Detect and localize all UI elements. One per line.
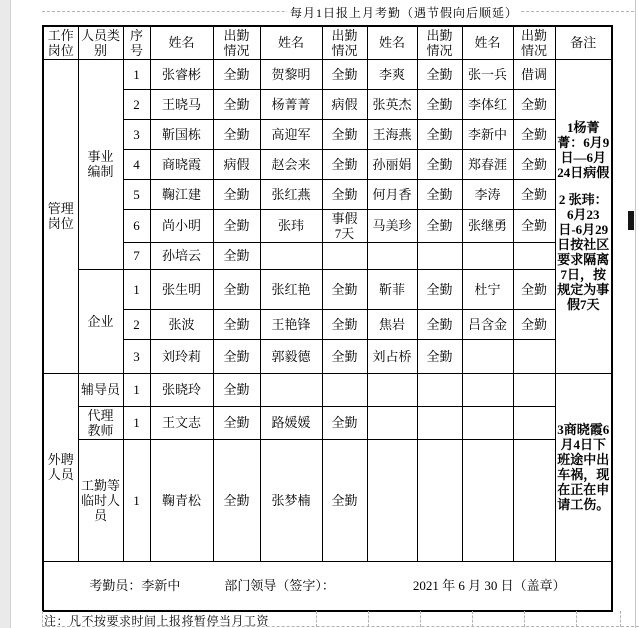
cell-r8-c1[interactable]: 张波 — [150, 309, 213, 339]
cell-r6-c5[interactable] — [367, 242, 417, 269]
cell-r1-c7[interactable]: 李体红 — [462, 89, 513, 119]
cell-r3-c3[interactable]: 赵会来 — [260, 149, 322, 179]
cell-r3-c0[interactable]: 4 — [123, 149, 150, 179]
header-attendance-1[interactable]: 出勤 情况 — [213, 26, 260, 59]
table-row — [43, 59, 612, 89]
cell-r7-c4[interactable]: 张红艳 — [260, 269, 322, 309]
attendance-table — [42, 25, 613, 612]
cell-r3-c5[interactable]: 孙丽娟 — [367, 149, 417, 179]
table-row — [43, 339, 612, 373]
cell-r9-c1[interactable]: 刘玲莉 — [150, 339, 213, 373]
cell-r1-c0[interactable]: 2 — [123, 89, 150, 119]
cell-r10-c5[interactable] — [260, 373, 322, 406]
cell-r6-c3[interactable] — [260, 242, 322, 269]
cell-r12-c8[interactable] — [462, 439, 513, 561]
footer-note[interactable]: 注：凡不按要求时间上报将暂停当月工资 — [44, 614, 270, 628]
remark-paragraph: 1杨菁菁：6月9日—6月24日病假 — [557, 120, 610, 180]
cell-r4-c8[interactable]: 全勤 — [513, 179, 555, 209]
department-leader-label: 部门领导（签字）： — [224, 578, 335, 594]
gridline-v3 — [368, 611, 369, 627]
cell-post-waipin[interactable]: 外聘 人员 — [43, 373, 78, 561]
signature-row — [43, 561, 612, 611]
cell-r12-c3[interactable]: 全勤 — [213, 439, 260, 561]
window-right-edge — [635, 0, 636, 628]
gridline-v1 — [42, 611, 43, 627]
cell-r3-c4[interactable]: 全勤 — [322, 149, 367, 179]
cell-r10-c8[interactable] — [417, 373, 462, 406]
table-row — [43, 439, 612, 561]
cell-r8-c6[interactable]: 全勤 — [417, 309, 462, 339]
cell-category-fudaoyuan[interactable]: 辅导员 — [78, 373, 123, 406]
cell-r5-c4[interactable]: 事假 7天 — [322, 209, 367, 242]
cell-r12-c9[interactable] — [513, 439, 555, 561]
header-name-3[interactable]: 姓名 — [367, 26, 417, 59]
cell-r0-c8[interactable]: 全勤 — [417, 59, 462, 89]
cell-r10-c2[interactable]: 1 — [123, 373, 150, 406]
cell-r3-c1[interactable]: 商晓霞 — [150, 149, 213, 179]
table-row — [43, 242, 612, 269]
table-row — [43, 269, 612, 309]
cell-r11-c5[interactable]: 全勤 — [322, 406, 367, 439]
cell-r2-c2[interactable]: 全勤 — [213, 119, 260, 149]
cell-r2-c5[interactable]: 王海燕 — [367, 119, 417, 149]
table-row — [43, 89, 612, 119]
cell-r8-c2[interactable]: 全勤 — [213, 309, 260, 339]
cell-r11-c6[interactable] — [367, 406, 417, 439]
cell-r2-c3[interactable]: 高迎军 — [260, 119, 322, 149]
cell-r1-c5[interactable]: 张英杰 — [367, 89, 417, 119]
table-row — [43, 309, 612, 339]
remark-paragraph: 3商晓霞6月4日下班途中出车祸，现在正在申请工伤。 — [557, 422, 610, 512]
cell-r6-c4[interactable] — [322, 242, 367, 269]
cell-r4-c1[interactable]: 鞠江建 — [150, 179, 213, 209]
cell-r0-c10[interactable]: 借调 — [513, 59, 555, 89]
table-row — [43, 209, 612, 242]
gridline-v7 — [576, 611, 577, 627]
header-row — [43, 26, 612, 59]
cell-r2-c6[interactable]: 全勤 — [417, 119, 462, 149]
cell-remarks-waipin[interactable] — [555, 373, 612, 561]
cell-r6-c2[interactable]: 全勤 — [213, 242, 260, 269]
cell-r10-c7[interactable] — [367, 373, 417, 406]
cell-r0-c2[interactable]: 1 — [123, 59, 150, 89]
cell-r8-c3[interactable]: 王艳锋 — [260, 309, 322, 339]
cell-post-management[interactable]: 管理 岗位 — [43, 59, 78, 373]
cell-r0-c3[interactable]: 张睿彬 — [150, 59, 213, 89]
header-attendance-4[interactable]: 出勤 情况 — [513, 26, 555, 59]
cell-r11-c4[interactable]: 路媛媛 — [260, 406, 322, 439]
gridline-v5 — [472, 611, 473, 627]
cell-r0-c4[interactable]: 全勤 — [213, 59, 260, 89]
cell-r7-c7[interactable]: 全勤 — [417, 269, 462, 309]
cell-r5-c8[interactable]: 全勤 — [513, 209, 555, 242]
window-left-strip — [0, 0, 11, 628]
cell-r2-c8[interactable]: 全勤 — [513, 119, 555, 149]
cell-r2-c4[interactable]: 全勤 — [322, 119, 367, 149]
cell-r10-c6[interactable] — [322, 373, 367, 406]
gridline-v4 — [420, 611, 421, 627]
cell-r11-c8[interactable] — [462, 406, 513, 439]
cell-r0-c5[interactable]: 贺黎明 — [260, 59, 322, 89]
cell-category-qiye[interactable]: 企业 — [78, 269, 123, 373]
cell-r11-c1[interactable]: 1 — [123, 406, 150, 439]
header-attendance-3[interactable]: 出勤 情况 — [417, 26, 462, 59]
cell-r9-c8[interactable] — [513, 339, 555, 373]
cell-r6-c6[interactable] — [417, 242, 462, 269]
sheet-title[interactable]: 每月1日报上月考勤（遇节假向后顺延） — [287, 4, 521, 21]
cell-r4-c5[interactable]: 何月香 — [367, 179, 417, 209]
header-work-post[interactable]: 工作 岗位 — [43, 26, 78, 59]
table-row — [43, 179, 612, 209]
cell-r11-c3[interactable]: 全勤 — [213, 406, 260, 439]
cell-r5-c6[interactable]: 全勤 — [417, 209, 462, 242]
cell-r9-c4[interactable]: 全勤 — [322, 339, 367, 373]
cell-r1-c3[interactable]: 杨菁菁 — [260, 89, 322, 119]
cell-r5-c2[interactable]: 全勤 — [213, 209, 260, 242]
cell-r8-c7[interactable]: 吕含金 — [462, 309, 513, 339]
cell-r3-c2[interactable]: 病假 — [213, 149, 260, 179]
cell-r10-c9[interactable] — [462, 373, 513, 406]
cell-r8-c5[interactable]: 焦岩 — [367, 309, 417, 339]
report-date-label: 2021 年 6 月 30 日（盖章） — [412, 578, 566, 594]
table-row — [43, 149, 612, 179]
cell-r1-c6[interactable]: 全勤 — [417, 89, 462, 119]
cell-r12-c2[interactable]: 鞠青松 — [150, 439, 213, 561]
gridline-v8 — [620, 611, 621, 627]
cell-r7-c1[interactable]: 1 — [123, 269, 150, 309]
attendance-clerk-label: 考勤员：李新中 — [89, 578, 181, 594]
header-name-4[interactable]: 姓名 — [462, 26, 513, 59]
cell-r12-c1[interactable]: 1 — [123, 439, 150, 561]
header-name-2[interactable]: 姓名 — [260, 26, 322, 59]
cell-r7-c5[interactable]: 全勤 — [322, 269, 367, 309]
cell-r5-c5[interactable]: 马美珍 — [367, 209, 417, 242]
cell-r10-c4[interactable]: 全勤 — [213, 373, 260, 406]
cell-r10-c10[interactable] — [513, 373, 555, 406]
cell-r8-c8[interactable]: 全勤 — [513, 309, 555, 339]
cell-r2-c7[interactable]: 李新中 — [462, 119, 513, 149]
cell-r11-c9[interactable] — [513, 406, 555, 439]
cell-r4-c6[interactable]: 全勤 — [417, 179, 462, 209]
cell-r0-c9[interactable]: 张一兵 — [462, 59, 513, 89]
cell-r0-c7[interactable]: 李爽 — [367, 59, 417, 89]
cell-r2-c1[interactable]: 靳国栋 — [150, 119, 213, 149]
table-row — [43, 373, 612, 406]
cell-r4-c3[interactable]: 张红燕 — [260, 179, 322, 209]
cell-r7-c9[interactable]: 全勤 — [513, 269, 555, 309]
cell-r4-c0[interactable]: 5 — [123, 179, 150, 209]
cell-r2-c0[interactable]: 3 — [123, 119, 150, 149]
cell-r12-c7[interactable] — [417, 439, 462, 561]
cell-r4-c4[interactable]: 全勤 — [322, 179, 367, 209]
cell-category-shiye-bianzhi[interactable]: 事业 编制 — [78, 59, 123, 269]
table-row — [43, 406, 612, 439]
cell-r3-c6[interactable]: 全勤 — [417, 149, 462, 179]
cell-r5-c1[interactable]: 尚小明 — [150, 209, 213, 242]
cell-r9-c6[interactable]: 全勤 — [417, 339, 462, 373]
gridline-v6 — [524, 611, 525, 627]
table-row — [43, 119, 612, 149]
cell-r9-c7[interactable] — [462, 339, 513, 373]
header-remarks[interactable]: 备注 — [555, 26, 612, 59]
cell-r7-c6[interactable]: 靳菲 — [367, 269, 417, 309]
cell-r12-c6[interactable] — [367, 439, 417, 561]
signature-row-body — [43, 561, 612, 611]
cell-r7-c2[interactable]: 张生明 — [150, 269, 213, 309]
cell-r8-c0[interactable]: 2 — [123, 309, 150, 339]
cell-category-daili-jiaoshi[interactable]: 代理 教师 — [78, 406, 123, 439]
cell-r12-c5[interactable]: 全勤 — [322, 439, 367, 561]
cell-r5-c7[interactable]: 张继勇 — [462, 209, 513, 242]
cell-r11-c2[interactable]: 王文志 — [150, 406, 213, 439]
header-personnel-category[interactable]: 人员类 别 — [78, 26, 123, 59]
cell-r8-c4[interactable]: 全勤 — [322, 309, 367, 339]
cell-r5-c3[interactable]: 张玮 — [260, 209, 322, 242]
attendance-table-body — [43, 26, 612, 561]
cell-category-gongqin-linshi[interactable]: 工勤等 临时人 员 — [78, 439, 123, 561]
signature-cell[interactable] — [43, 561, 612, 611]
cell-r7-c8[interactable]: 杜宁 — [462, 269, 513, 309]
cell-r1-c2[interactable]: 全勤 — [213, 89, 260, 119]
cell-r1-c8[interactable]: 全勤 — [513, 89, 555, 119]
cell-r9-c2[interactable]: 全勤 — [213, 339, 260, 373]
scrollbar-thumb[interactable] — [628, 211, 634, 230]
header-index[interactable]: 序 号 — [123, 26, 150, 59]
remark-paragraph: 2 张玮：6月23日-6月29日按社区要求隔离7日，按规定为事假7天 — [557, 192, 610, 312]
cell-r9-c3[interactable]: 郭毅德 — [260, 339, 322, 373]
header-name-1[interactable]: 姓名 — [150, 26, 213, 59]
cell-r6-c1[interactable]: 孙培云 — [150, 242, 213, 269]
cell-r9-c5[interactable]: 刘占桥 — [367, 339, 417, 373]
cell-r4-c7[interactable]: 李涛 — [462, 179, 513, 209]
cell-r0-c6[interactable]: 全勤 — [322, 59, 367, 89]
cell-r6-c7[interactable] — [462, 242, 513, 269]
cell-r6-c0[interactable]: 7 — [123, 242, 150, 269]
cell-r1-c1[interactable]: 王晓马 — [150, 89, 213, 119]
cell-r5-c0[interactable]: 6 — [123, 209, 150, 242]
gridline-bottom — [42, 626, 639, 627]
cell-r3-c8[interactable]: 全勤 — [513, 149, 555, 179]
cell-r7-c3[interactable]: 全勤 — [213, 269, 260, 309]
cell-r9-c0[interactable]: 3 — [123, 339, 150, 373]
header-attendance-2[interactable]: 出勤 情况 — [322, 26, 367, 59]
gridline-v2 — [316, 611, 317, 627]
cell-r3-c7[interactable]: 郑春涯 — [462, 149, 513, 179]
cell-r10-c3[interactable]: 张晓玲 — [150, 373, 213, 406]
cell-r6-c8[interactable] — [513, 242, 555, 269]
cell-r12-c4[interactable]: 张梦楠 — [260, 439, 322, 561]
cell-r11-c7[interactable] — [417, 406, 462, 439]
cell-r1-c4[interactable]: 病假 — [322, 89, 367, 119]
cell-remarks-main[interactable] — [555, 59, 612, 373]
cell-r4-c2[interactable]: 全勤 — [213, 179, 260, 209]
